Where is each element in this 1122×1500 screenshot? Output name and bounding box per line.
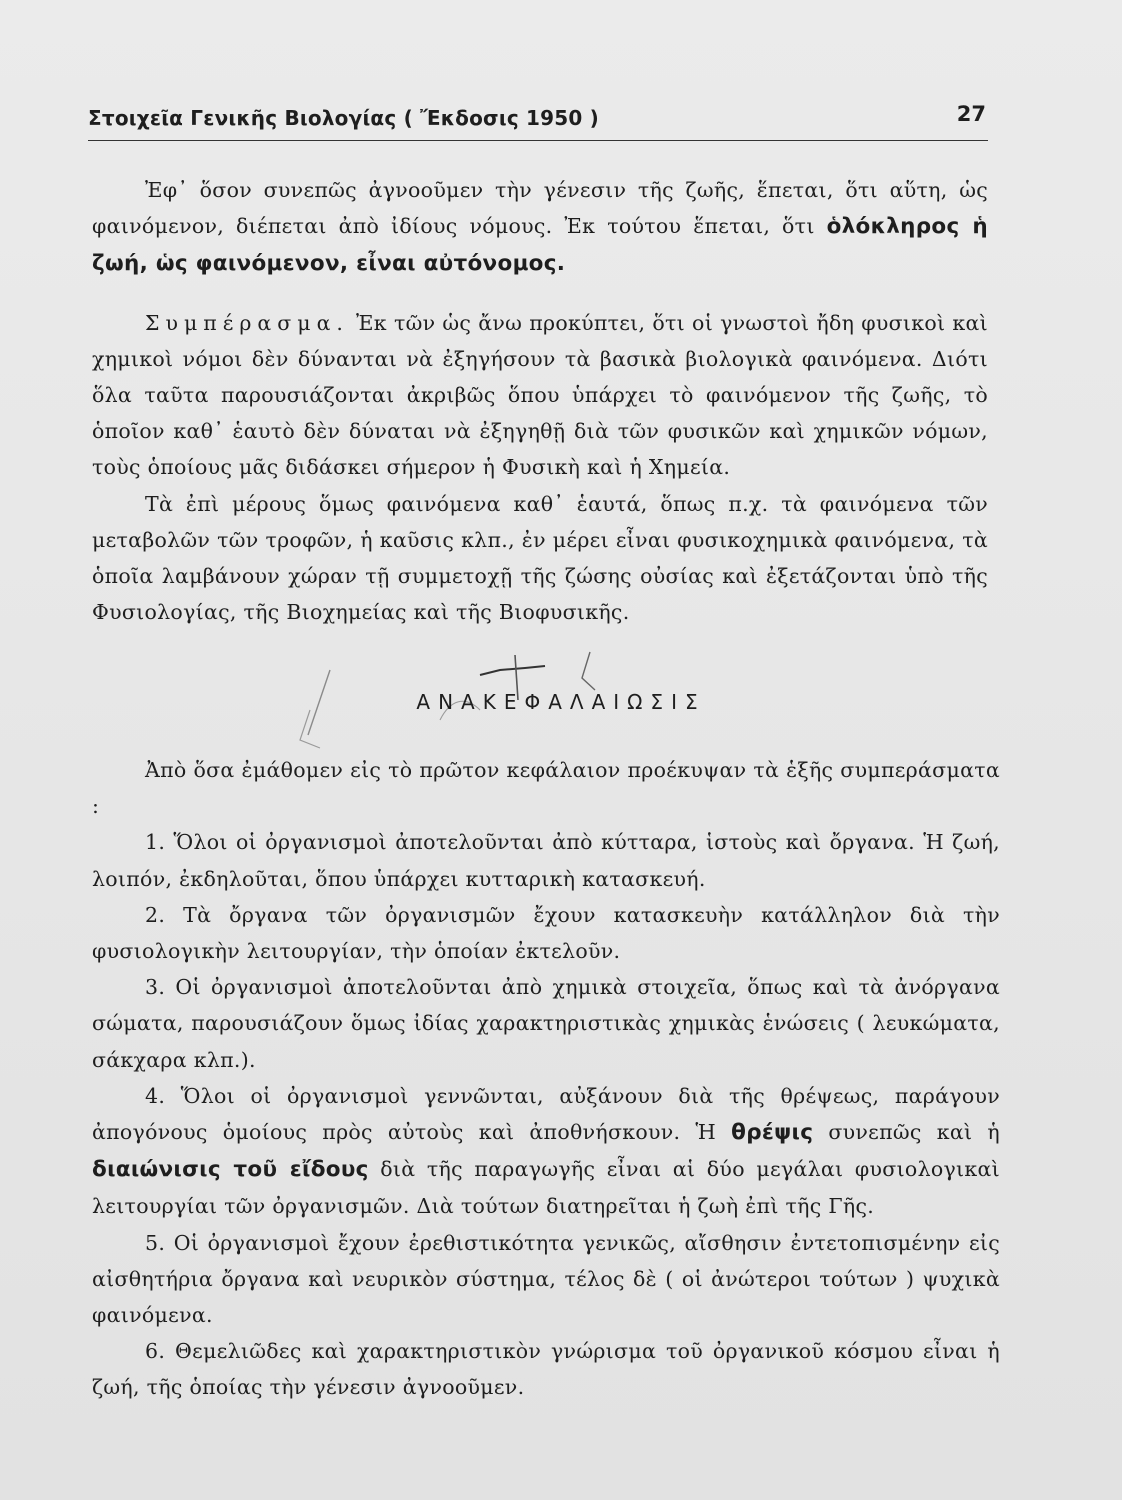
summary-item-4-bold-perpetuation: διαιώνισις τοῦ εἴδους — [92, 1157, 369, 1183]
summary-item-4-text-a: 4. Ὅλοι οἱ ὀργανισμοὶ γεννῶνται, αὐξάνουν διὰ τῆς θρέψεως, παράγουν ἀπογόνους ὁμοίους πρὸς αὐτοὺς καὶ ἀποθνήσκουν. Ἡ — [92, 1083, 1000, 1145]
paragraph-autonomy-text: Ἐφ᾽ ὅσον συνεπῶς ἀγνοοῦμεν τὴν γένεσιν τῆς ζωῆς, ἕπεται, ὅτι αὕτη, ὡς φαινόμενον, διέπεται ἀπὸ ἰδίους νόμους. Ἐκ τούτου ἕπεται, ὅτι — [92, 178, 988, 239]
summary-item-3: 3. Οἱ ὀργανισμοὶ ἀποτελοῦνται ἀπὸ χημικὰ στοιχεῖα, ὅπως καὶ τὰ ἀνόργανα σώματα, παρουσιάζουν ὅμως ἰδίας χαρακτηριστικὰς χημικὰς ἑνώσεις ( λευκώματα, σάκχαρα κλπ.). — [92, 975, 1000, 1072]
summary-item-4 — [92, 1078, 1000, 1225]
summary-item-4-text-d: διὰ τῆς παραγωγῆς εἶναι αἱ δύο μεγάλαι φυσιολογικαὶ λειτουργίαι τῶν ὀργανισμῶν. Διὰ τούτων διατηρεῖται ἡ ζωὴ ἐπὶ τῆς Γῆς. — [92, 1157, 1000, 1219]
summary-item-1: 1. Ὅλοι οἱ ὀργανισμοὶ ἀποτελοῦνται ἀπὸ κύτταρα, ἱστοὺς καὶ ὄργανα. Ἡ ζωή, λοιπόν, ἐκδηλοῦται, ὅπου ὑπάρχει κυτταρικὴ κατασκευή. — [92, 830, 1000, 891]
running-header — [88, 100, 988, 141]
paragraph-autonomy-bold: ὁλόκληρος ἡ ζωή, ὡς φαινόμενον, εἶναι αὐτόνομος. — [92, 214, 988, 277]
summary-item-4-text-c: συνεπῶς καὶ ἡ — [813, 1120, 1000, 1145]
summary-list — [92, 752, 1000, 1406]
paragraph-autonomy — [92, 172, 988, 283]
body-text — [92, 172, 988, 630]
conclusion-label: Συμπέρασμα. — [145, 310, 349, 335]
summary-item-6: 6. Θεμελιῶδες καὶ χαρακτηριστικὸν γνώρισμα τοῦ ὀργανικοῦ κόσμου εἶναι ἡ ζωή, τῆς ὁποίας τὴν γένεσιν ἀγνοοῦμεν. — [92, 1339, 1000, 1400]
summary-intro: Ἀπὸ ὅσα ἐμάθομεν εἰς τὸ πρῶτον κεφάλαιον προέκυψαν τὰ ἑξῆς συμπεράσματα : — [92, 758, 1000, 819]
summary-item-4-bold-nutrition: θρέψις — [731, 1120, 814, 1146]
summary-item-5: 5. Οἱ ὀργανισμοὶ ἔχουν ἐρεθιστικότητα γενικῶς, αἴσθησιν ἐντετοπισμένην εἰς αἰσθητήρια ὄργανα καὶ νευρικὸν σύστημα, τέλος δὲ ( οἱ ἀνώτεροι τούτων ) ψυχικὰ φαινόμενα. — [92, 1230, 1000, 1328]
page-number: 27 — [956, 102, 986, 126]
paragraph-conclusion-text: Ἐκ τῶν ὡς ἄνω προκύπτει, ὅτι οἱ γνωστοὶ ἤδη φυσικοὶ καὶ χημικοὶ νόμοι δὲν δύνανται νὰ ἐξηγήσουν τὰ βασικὰ βιολογικὰ φαινόμενα. Διότι ὅλα ταῦτα παρουσιάζονται ἀκριβῶς ὅπου ὑπάρχει τὸ φαινόμενον τῆς ζωῆς, τὸ ὁποῖον καθ᾽ ἑαυτὸ δὲν δύναται νὰ ἐξηγηθῇ διὰ τῶν φυσικῶν καὶ χημικῶν νόμων, τοὺς ὁποίους μᾶς διδάσκει σήμερον ἡ Φυσικὴ καὶ ἡ Χημεία. — [92, 310, 988, 480]
summary-item-2: 2. Τὰ ὄργανα τῶν ὀργανισμῶν ἔχουν κατασκευὴν κατάλληλον διὰ τὴν φυσιολογικὴν λειτουργίαν, τὴν ὁποίαν ἐκτελοῦν. — [92, 902, 1000, 964]
paragraph-partial-phenomena: Τὰ ἐπὶ μέρους ὅμως φαινόμενα καθ᾽ ἑαυτά, ὅπως π.χ. τὰ φαινόμενα τῶν μεταβολῶν τῶν τροφῶν, ἡ καῦσις κλπ., ἐν μέρει εἶναι φυσικοχημικὰ φαινόμενα, τὰ ὁποῖα λαμβάνουν χώραν τῇ συμμετοχῇ τῆς ζώσης οὐσίας καὶ ἐξετάζονται ὑπὸ τῆς Φυσιολογίας, τῆς Βιοχημείας καὶ τῆς Βιοφυσικῆς. — [92, 491, 988, 625]
paragraph-conclusion — [92, 305, 988, 486]
section-heading: ΑΝΑΚΕΦΑΛΑΙΩΣΙΣ — [416, 690, 706, 714]
running-title: Στοιχεῖα Γενικῆς Βιολογίας ( Ἔκδοσις 1950 ) — [88, 106, 600, 130]
